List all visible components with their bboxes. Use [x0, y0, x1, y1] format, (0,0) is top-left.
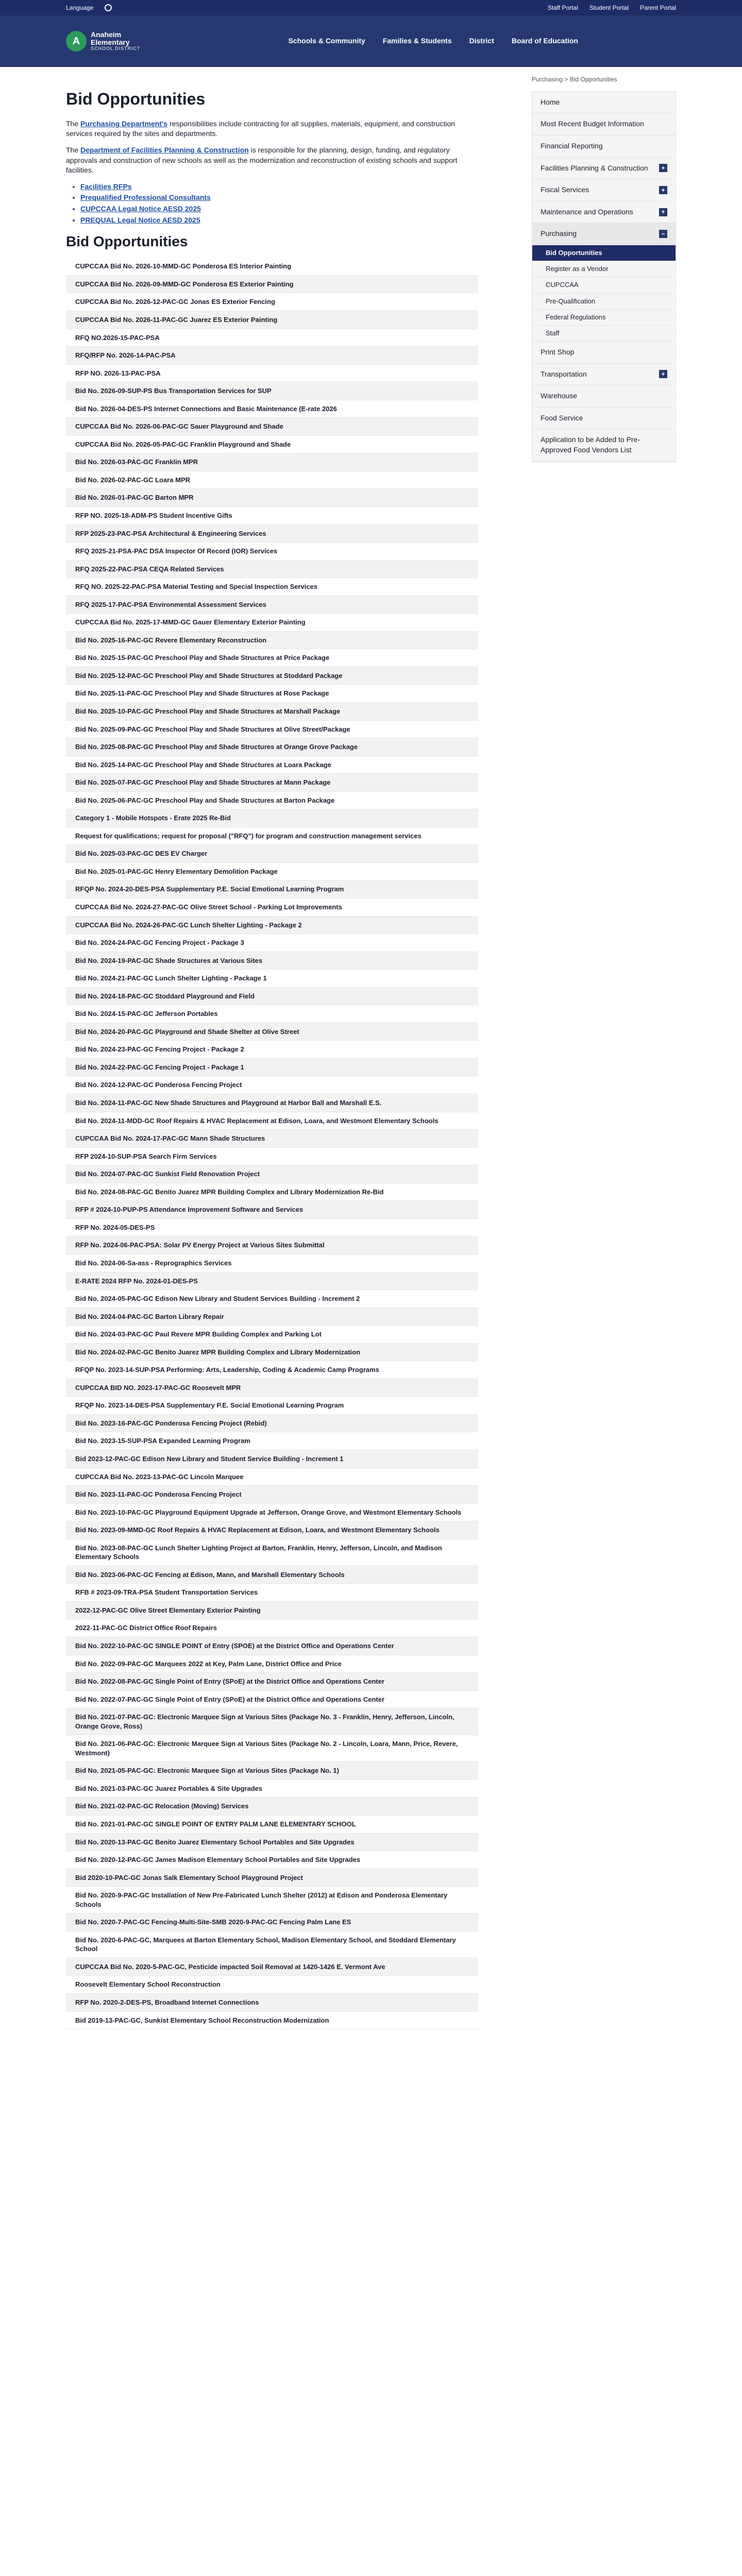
nav-board-of-education[interactable]: Board of Education [511, 37, 578, 45]
sidebar-item[interactable] [532, 364, 676, 386]
expand-icon[interactable]: + [659, 370, 667, 378]
bid-item[interactable]: Bid No. 2023-09-MMD-GC Roof Repairs & HVAC Replacement at Edison, Loara, and Westmont Elementary Schools [66, 1521, 478, 1539]
bid-item[interactable]: CUPCCAA Bid No. 2024-26-PAC-GC Lunch Shelter Lighting - Package 2 [66, 917, 478, 935]
intro-paragraph-2 [66, 145, 478, 176]
bid-item[interactable]: RFQP No. 2024-20-DES-PSA Supplementary P.E. Social Emotional Learning Program [66, 880, 478, 899]
top-utility-bar [0, 0, 742, 15]
bid-item[interactable]: CUPCCAA Bid No. 2024-27-PAC-GC Olive Street School - Parking Lot Improvements [66, 899, 478, 917]
parent-portal-link[interactable]: Parent Portal [639, 4, 676, 11]
sidebar-item-label: Warehouse [541, 392, 578, 400]
bid-item[interactable]: Bid No. 2025-15-PAC-GC Preschool Play and Shade Structures at Price Package [66, 649, 478, 667]
bid-item[interactable]: Bid No. 2021-07-PAC-GC: Electronic Marquee Sign at Various Sites (Package No. 3 - Franklin, Henry, Jefferson, Lincoln, Orange Grove, Ross) [66, 1708, 478, 1735]
bid-item[interactable]: Bid No. 2021-06-PAC-GC: Electronic Marquee Sign at Various Sites (Package No. 2 - Lincoln, Loara, Mann, Price, Revere, Westmont) [66, 1735, 478, 1762]
staff-portal-link[interactable]: Staff Portal [547, 4, 578, 11]
bid-item[interactable]: Roosevelt Elementary School Reconstruction [66, 1976, 478, 1994]
bid-item[interactable]: RFB # 2023-09-TRA-PSA Student Transportation Services [66, 1584, 478, 1602]
language-selector[interactable]: Language [66, 4, 94, 11]
bid-item[interactable]: Bid No. 2025-09-PAC-GC Preschool Play and Shade Structures at Olive Street/Package [66, 721, 478, 739]
bid-item[interactable]: CUPCCAA Bid No. 2020-5-PAC-GC, Pesticide impacted Soil Removal at 1420-1426 E. Vermont Ave [66, 1958, 478, 1976]
bid-item[interactable]: CUPCCAA Bid No. 2024-17-PAC-GC Mann Shade Structures [66, 1130, 478, 1148]
bid-item[interactable]: Bid No. 2020-7-PAC-GC Fencing-Multi-Site-SMB 2020-9-PAC-GC Fencing Palm Lane ES [66, 1913, 478, 1931]
nav-district[interactable]: District [469, 37, 494, 45]
intro-paragraph-1 [66, 119, 478, 139]
bid-item[interactable]: Bid No. 2024-06-Sa-ass - Reprographics Services [66, 1255, 478, 1273]
page-title: Bid Opportunities [66, 90, 206, 108]
bid-item[interactable]: Bid No. 2026-01-PAC-GC Barton MPR [66, 489, 478, 507]
main-content [66, 67, 478, 2029]
bid-item[interactable]: Bid No. 2025-03-PAC-GC DES EV Charger [66, 845, 478, 863]
purchasing-subnav [532, 245, 676, 342]
bid-item[interactable]: Bid No. 2024-12-PAC-GC Ponderosa Fencing Project [66, 1076, 478, 1094]
sidebar-item[interactable] [532, 201, 676, 224]
bid-item[interactable]: Bid No. 2025-12-PAC-GC Preschool Play and Shade Structures at Stoddard Package [66, 667, 478, 685]
collapse-icon[interactable]: − [659, 230, 667, 238]
bid-item[interactable]: RFQP No. 2023-14-SUP-PSA Performing: Arts, Leadership, Coding & Academic Camp Programs [66, 1361, 478, 1379]
bid-item[interactable]: RFQ 2025-21-PSA-PAC DSA Inspector Of Record (IOR) Services [66, 543, 478, 561]
sidebar-item-label: Application to be Added to Pre-Approved Food Vendors List [541, 435, 640, 454]
bid-item[interactable]: Bid 2019-13-PAC-GC, Sunkist Elementary School Reconstruction Modernization [66, 2012, 478, 2030]
purchasing-department-link[interactable]: Purchasing Department's [80, 119, 168, 128]
bid-item[interactable]: Bid No. 2025-06-PAC-GC Preschool Play and Shade Structures at Barton Package [66, 792, 478, 810]
bid-item[interactable]: RFQP No. 2023-14-DES-PSA Supplementary P.E. Social Emotional Learning Program [66, 1397, 478, 1415]
sidebar-item-label: Transportation [541, 369, 587, 378]
bid-item[interactable]: CUPCCAA Bid No. 2025-17-MMD-GC Gauer Elementary Exterior Painting [66, 614, 478, 632]
nav-families-students[interactable]: Families & Students [382, 37, 452, 45]
expand-icon[interactable]: + [659, 186, 667, 194]
sidebar-item-label: Facilities Planning & Construction [541, 163, 648, 172]
bid-item[interactable]: Bid No. 2026-04-DES-PS Internet Connections and Basic Maintenance (E-rate 2026 [66, 400, 478, 418]
bid-item[interactable]: Bid No. 2025-16-PAC-GC Revere Elementary Reconstruction [66, 632, 478, 650]
bid-item[interactable]: RFP 2025-23-PAC-PSA Architectural & Engineering Services [66, 525, 478, 543]
bid-item[interactable]: CUPCCAA Bid No. 2026-10-MMD-GC Ponderosa ES Interior Painting [66, 258, 478, 276]
intro-text: The [66, 119, 81, 128]
bid-item[interactable]: RFQ NO. 2025-22-PAC-PSA Material Testing and Special Inspection Services [66, 578, 478, 596]
logo-line-1: Anaheim [91, 30, 122, 39]
section-title: Bid Opportunities [66, 233, 188, 250]
bid-item[interactable]: RFQ 2025-22-PAC-PSA CEQA Related Services [66, 561, 478, 579]
breadcrumb[interactable]: Purchasing > Bid Opportunities [532, 76, 617, 83]
bid-item[interactable]: RFP No. 2024-05-DES-PS [66, 1219, 478, 1237]
bid-item[interactable]: Bid No. 2020-13-PAC-GC Benito Juarez Elementary School Portables and Site Upgrades [66, 1834, 478, 1852]
facilities-rfps-link[interactable]: • Facilities RFPs [80, 182, 478, 192]
bid-item[interactable]: Bid No. 2024-11-MDD-GC Roof Repairs & HVAC Replacement at Edison, Loara, and Westmont Elementary Schools [66, 1112, 478, 1130]
intro-text: responsibilities include contracting for all supplies, materials, equipment, and construction services required by the sites and departments. [66, 119, 456, 138]
bid-item[interactable]: Bid No. 2025-11-PAC-GC Preschool Play and Shade Structures at Rose Package [66, 685, 478, 703]
logo-mark-icon: A [66, 31, 87, 52]
bid-item[interactable]: Bid No. 2020-12-PAC-GC James Madison Elementary School Portables and Site Upgrades [66, 1851, 478, 1869]
prequal-legal-notice-link[interactable]: • PREQUAL Legal Notice AESD 2025 [80, 215, 478, 226]
bid-item[interactable]: RFP NO. 2025-18-ADM-PS Student Incentive Gifts [66, 507, 478, 525]
bid-item[interactable]: Bid No. 2024-20-PAC-GC Playground and Shade Shelter at Olive Street [66, 1023, 478, 1041]
bid-item[interactable]: CUPCCAA Bid No. 2026-05-PAC-GC Franklin Playground and Shade [66, 436, 478, 454]
bid-item[interactable]: CUPCCAA Bid No. 2026-11-PAC-GC Juarez ES Exterior Painting [66, 311, 478, 329]
bid-item[interactable]: Bid No. 2024-23-PAC-GC Fencing Project - Package 2 [66, 1041, 478, 1059]
bid-item[interactable]: Bid No. 2021-05-PAC-GC: Electronic Marquee Sign at Various Sites (Package No. 1) [66, 1762, 478, 1780]
subnav-item[interactable]: Bid Opportunities [532, 245, 676, 261]
sidebar-item[interactable] [532, 92, 676, 114]
bid-item[interactable]: Bid 2023-12-PAC-GC Edison New Library and Student Service Building - Increment 1 [66, 1450, 478, 1468]
bid-item[interactable]: Bid No. 2024-08-PAC-GC Benito Juarez MPR Building Complex and Library Modernization Re-Bid [66, 1183, 478, 1201]
bid-item[interactable]: CUPCCAA Bid No. 2023-13-PAC-GC Lincoln Marquee [66, 1468, 478, 1486]
bid-item[interactable]: RFP 2024-10-SUP-PSA Search Firm Services [66, 1148, 478, 1166]
bid-item[interactable]: Bid No. 2024-22-PAC-GC Fencing Project - Package 1 [66, 1059, 478, 1077]
bid-item[interactable]: Bid No. 2023-08-PAC-GC Lunch Shelter Lighting Project at Barton, Franklin, Henry, Jefferson, Lincoln, and Madison Elementary Schools [66, 1539, 478, 1566]
bid-item[interactable]: 2022-12-PAC-GC Olive Street Elementary Exterior Painting [66, 1602, 478, 1620]
bid-item[interactable]: Bid No. 2024-15-PAC-GC Jefferson Portables [66, 1005, 478, 1023]
bid-item[interactable]: Bid No. 2021-01-PAC-GC SINGLE POINT OF ENTRY PALM LANE ELEMENTARY SCHOOL [66, 1816, 478, 1834]
bid-item[interactable]: RFP No. 2020-2-DES-PS, Broadband Internet Connections [66, 1994, 478, 2012]
facilities-department-link[interactable]: Department of Facilities Planning & Construction [80, 145, 249, 154]
bid-item[interactable]: Bid No. 2024-18-PAC-GC Stoddard Playground and Field [66, 988, 478, 1006]
bid-item[interactable]: RFP NO. 2026-13-PAC-PSA [66, 365, 478, 383]
subnav-item[interactable]: CUPCCAA [532, 277, 676, 293]
bid-item[interactable]: Bid No. 2026-03-PAC-GC Franklin MPR [66, 453, 478, 471]
bid-item[interactable]: RFQ/RFP No. 2026-14-PAC-PSA [66, 347, 478, 365]
bid-item[interactable]: 2022-11-PAC-GC District Office Roof Repairs [66, 1619, 478, 1637]
sidebar-item[interactable] [532, 342, 676, 364]
bid-item[interactable]: Bid No. 2024-04-PAC-GC Barton Library Repair [66, 1308, 478, 1326]
bid-item[interactable]: Bid No. 2024-03-PAC-GC Paul Revere MPR Building Complex and Parking Lot [66, 1326, 478, 1344]
sidebar-item-label: Maintenance and Operations [541, 207, 633, 216]
sidebar-item-label: Food Service [541, 413, 583, 422]
bid-item[interactable]: Bid No. 2023-15-SUP-PSA Expanded Learning Program [66, 1432, 478, 1450]
bid-item[interactable]: CUPCCAA Bid No. 2026-06-PAC-GC Sauer Playground and Shade [66, 418, 478, 436]
bid-item[interactable]: Bid No. 2022-08-PAC-GC Single Point of Entry (SPoE) at the District Office and Operations Center [66, 1673, 478, 1691]
bid-item[interactable]: Bid No. 2022-10-PAC-GC SINGLE POINT of Entry (SPOE) at the District Office and Operations Center [66, 1637, 478, 1655]
logo-line-3: SCHOOL DISTRICT [91, 46, 141, 52]
bid-item[interactable]: Bid No. 2026-09-SUP-PS Bus Transportation Services for SUP [66, 382, 478, 400]
sidebar-item-label: Fiscal Services [541, 185, 589, 194]
sidebar-item[interactable] [532, 135, 676, 158]
subnav-item[interactable]: Register as a Vendor [532, 261, 676, 277]
sidebar-item-label: Home [541, 97, 560, 106]
bid-item[interactable]: Bid No. 2023-16-PAC-GC Ponderosa Fencing Project (Rebid) [66, 1415, 478, 1433]
site-header [0, 15, 742, 67]
sidebar-item-label: Print Shop [541, 348, 575, 357]
bid-item[interactable]: Bid No. 2022-09-PAC-GC Marquees 2022 at Key, Palm Lane, District Office and Price [66, 1655, 478, 1673]
expand-icon[interactable]: + [659, 164, 667, 172]
subnav-item[interactable]: Federal Regulations [532, 310, 676, 326]
sidebar-nav [532, 91, 676, 462]
intro-text: is responsible for the planning, design, funding, and regulatory approvals and construction of new schools as well as the modernization and reconstruction of existing schools and support facilities. [66, 145, 458, 175]
expand-icon[interactable]: + [659, 208, 667, 216]
intro [66, 119, 478, 225]
bid-item[interactable]: Bid No. 2020-6-PAC-GC, Marquees at Barton Elementary School, Madison Elementary School, and Stoddard Elementary School [66, 1931, 478, 1958]
bid-item[interactable]: Bid No. 2023-06-PAC-GC Fencing at Edison, Mann, and Marshall Elementary Schools [66, 1566, 478, 1584]
bid-item[interactable]: Bid No. 2020-9-PAC-GC Installation of New Pre-Fabricated Lunch Shelter (2012) at Edison and Ponderosa Elementary Schools [66, 1887, 478, 1913]
search-icon[interactable] [105, 4, 112, 11]
bid-item[interactable]: RFQ 2025-17-PAC-PSA Environmental Assessment Services [66, 596, 478, 614]
bid-item[interactable]: Bid No. 2021-03-PAC-GC Juarez Portables & Site Upgrades [66, 1780, 478, 1798]
resource-links [80, 182, 478, 225]
sidebar-item-purchasing[interactable] [532, 223, 676, 245]
bid-item[interactable]: Bid No. 2024-19-PAC-GC Shade Structures at Various Sites [66, 952, 478, 970]
bid-item[interactable]: Bid 2020-10-PAC-GC Jonas Salk Elementary School Playground Project [66, 1869, 478, 1887]
bid-item[interactable]: Bid No. 2025-14-PAC-GC Preschool Play and Shade Structures at Loara Package [66, 756, 478, 774]
bid-item[interactable]: CUPCCAA Bid No. 2026-12-PAC-GC Jonas ES Exterior Fencing [66, 293, 478, 311]
bid-item[interactable]: Bid No. 2021-02-PAC-GC Relocation (Moving) Services [66, 1798, 478, 1816]
district-logo[interactable] [66, 31, 141, 52]
sidebar-item[interactable] [532, 158, 676, 180]
sidebar-item-label: Financial Reporting [541, 141, 603, 150]
bid-item[interactable]: E-RATE 2024 RFP No. 2024-01-DES-PS [66, 1273, 478, 1291]
bid-item[interactable]: CUPCCAA Bid No. 2026-09-MMD-GC Ponderosa ES Exterior Painting [66, 276, 478, 294]
bid-item[interactable]: Bid No. 2024-24-PAC-GC Fencing Project - Package 3 [66, 934, 478, 952]
bid-item[interactable]: Bid No. 2024-05-PAC-GC Edison New Library and Student Services Building - Increment 2 [66, 1290, 478, 1308]
bid-item[interactable]: RFQ NO.2026-15-PAC-PSA [66, 329, 478, 347]
sidebar [532, 67, 676, 2029]
bid-item[interactable]: Bid No. 2024-02-PAC-GC Benito Juarez MPR Building Complex and Library Modernization [66, 1344, 478, 1362]
sidebar-item[interactable] [532, 113, 676, 135]
prequalified-consultants-link[interactable]: • Prequalified Professional Consultants [80, 193, 478, 203]
sidebar-item-label: Purchasing [541, 229, 577, 238]
bid-item[interactable]: Request for qualifications; request for proposal ("RFQ") for program and construction management services [66, 827, 478, 845]
bid-item[interactable]: Category 1 - Mobile Hotspots - Erate 2025 Re-Bid [66, 809, 478, 827]
bid-item[interactable]: Bid No. 2025-07-PAC-GC Preschool Play and Shade Structures at Mann Package [66, 774, 478, 792]
cupccaa-legal-notice-link[interactable]: • CUPCCAA Legal Notice AESD 2025 [80, 204, 478, 214]
sidebar-item[interactable] [532, 429, 676, 461]
main-nav [288, 36, 578, 46]
bid-item[interactable]: Bid No. 2024-07-PAC-GC Sunkist Field Renovation Project [66, 1165, 478, 1183]
bid-item[interactable]: RFP No. 2024-06-PAC-PSA: Solar PV Energy Project at Various Sites Submittal [66, 1236, 478, 1255]
student-portal-link[interactable]: Student Portal [589, 4, 629, 11]
bid-list [66, 258, 478, 2029]
nav-schools-community[interactable]: Schools & Community [288, 37, 365, 45]
bid-item[interactable]: Bid No. 2025-01-PAC-GC Henry Elementary Demolition Package [66, 863, 478, 881]
bid-item[interactable]: Bid No. 2023-11-PAC-GC Ponderosa Fencing Project [66, 1486, 478, 1504]
bid-item[interactable]: Bid No. 2024-11-PAC-GC New Shade Structures and Playground at Harbor Ball and Marshall E.S. [66, 1094, 478, 1112]
sidebar-item[interactable] [532, 385, 676, 408]
bid-item[interactable]: CUPCCAA BID NO. 2023-17-PAC-GC Roosevelt MPR [66, 1379, 478, 1397]
sidebar-item[interactable] [532, 408, 676, 430]
bid-item[interactable]: Bid No. 2022-07-PAC-GC Single Point of Entry (SPoE) at the District Office and Operations Center [66, 1691, 478, 1709]
bid-item[interactable]: Bid No. 2025-10-PAC-GC Preschool Play and Shade Structures at Marshall Package [66, 703, 478, 721]
sidebar-item-label: Most Recent Budget Information [541, 120, 644, 128]
logo-line-2: Elementary [91, 38, 130, 47]
bid-item[interactable]: Bid No. 2024-21-PAC-GC Lunch Shelter Lighting - Package 1 [66, 970, 478, 988]
bid-item[interactable]: RFP # 2024-10-PUP-PS Attendance Improvement Software and Services [66, 1201, 478, 1219]
sidebar-item[interactable] [532, 179, 676, 201]
subnav-item[interactable]: Staff [532, 326, 676, 342]
intro-text: The [66, 145, 81, 154]
bid-item[interactable]: Bid No. 2023-10-PAC-GC Playground Equipment Upgrade at Jefferson, Orange Grove, and Westmont Elementary Schools [66, 1504, 478, 1522]
subnav-item[interactable]: Pre-Qualification [532, 294, 676, 310]
bid-item[interactable]: Bid No. 2026-02-PAC-GC Loara MPR [66, 471, 478, 489]
bid-item[interactable]: Bid No. 2025-08-PAC-GC Preschool Play and Shade Structures at Orange Grove Package [66, 738, 478, 756]
